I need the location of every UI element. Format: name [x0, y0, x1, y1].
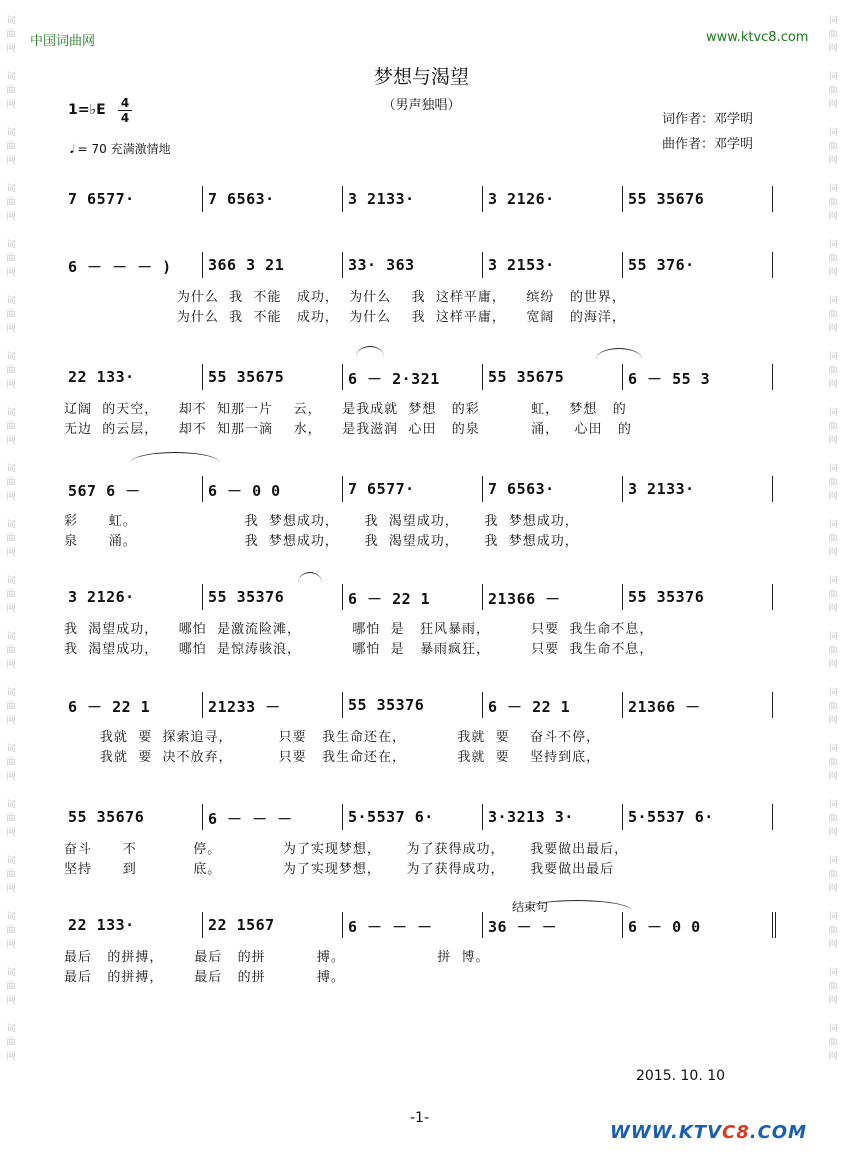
barline: [772, 584, 773, 610]
measure: 7 6563·: [488, 480, 555, 498]
time-signature-top: 4: [120, 96, 130, 110]
barline: [202, 364, 203, 390]
measure: 6 － － －: [208, 810, 293, 828]
barline: [342, 804, 343, 830]
side-watermark-text: 词 曲 网: [6, 688, 16, 726]
barline: [202, 584, 203, 610]
side-watermark-text: 词 曲 网: [828, 968, 838, 1006]
notes-line: [60, 804, 780, 832]
side-watermark-text: 词 曲 网: [828, 856, 838, 894]
slur-mark: [356, 346, 384, 357]
lyrics-line: 最后 的拼搏， 最后 的拼 搏。: [64, 970, 345, 985]
measure: 5·5537 6·: [348, 808, 434, 826]
measure: 6 － 2·321: [348, 370, 440, 388]
barline: [202, 692, 203, 718]
slur-mark: [130, 452, 220, 463]
barline: [342, 912, 343, 938]
barline: [622, 364, 623, 390]
side-watermark-text: 词 曲 网: [828, 912, 838, 950]
measure: 21366 －: [488, 590, 561, 608]
measure: 6 － 0 0: [628, 918, 701, 936]
lyrics-line: 坚持 到 底。 为了实现梦想， 为了获得成功， 我要做出最后: [64, 862, 615, 877]
lyrics-line: 辽阔 的天空， 却不 知那一片 云， 是我成就 梦想 的彩 虹， 梦想 的: [64, 402, 627, 417]
side-watermark-text: 词 曲 网: [828, 128, 838, 166]
side-watermark-text: 词 曲 网: [6, 968, 16, 1006]
slur-mark: [298, 572, 322, 583]
barline: [342, 186, 343, 212]
side-watermark-text: 词 曲 网: [6, 1024, 16, 1062]
measure: 7 6577·: [68, 190, 135, 208]
barline: [342, 692, 343, 718]
side-watermark-text: 词 曲 网: [6, 128, 16, 166]
barline: [772, 912, 776, 938]
tempo-marking: 𝅘𝅥 = 70 充满激情地: [70, 142, 171, 156]
time-signature-bottom: 4: [118, 110, 132, 125]
time-signature: [118, 96, 132, 125]
measure: 55 35376: [348, 696, 425, 714]
measure: 22 133·: [68, 368, 135, 386]
barline: [772, 252, 773, 278]
lyrics-line: 泉 涌。 我 梦想成功， 我 渴望成功， 我 梦想成功，: [64, 534, 579, 549]
side-watermark-text: 词 曲 网: [6, 72, 16, 110]
side-watermark-text: 词 曲 网: [828, 520, 838, 558]
barline: [482, 912, 483, 938]
measure: 55 35676: [628, 190, 705, 208]
lyrics-line: 我 渴望成功， 哪怕 是激流险滩， 哪怕 是 狂风暴雨， 只要 我生命不息，: [64, 622, 654, 637]
barline: [772, 476, 773, 502]
side-watermark-text: 词 曲 网: [828, 72, 838, 110]
site-name-left[interactable]: 中国词曲网: [30, 34, 96, 49]
key-signature: 1=♭E: [68, 102, 106, 118]
barline: [622, 912, 623, 938]
side-watermark-text: 词 曲 网: [828, 632, 838, 670]
side-watermark-text: 词 曲 网: [828, 1024, 838, 1062]
side-watermark-text: 词 曲 网: [6, 576, 16, 614]
measure: 6 － － － ): [68, 258, 172, 276]
side-watermark-text: 词 曲 网: [6, 296, 16, 334]
ending-label: 结束句: [512, 900, 549, 914]
measure: 55 35676: [68, 808, 145, 826]
side-watermark-text: 词 曲 网: [6, 464, 16, 502]
measure: 55 35675: [488, 368, 565, 386]
measure: 5·5537 6·: [628, 808, 714, 826]
side-watermark-text: 词 曲 网: [6, 800, 16, 838]
lyrics-line: 奋斗 不 停。 为了实现梦想， 为了获得成功， 我要做出最后，: [64, 842, 629, 857]
slur-mark: [596, 348, 642, 359]
barline: [482, 476, 483, 502]
notes-line: [60, 252, 780, 280]
lyrics-line: 我就 要 决不放弃， 只要 我生命还在， 我就 要 坚持到底，: [64, 750, 601, 765]
side-watermark-text: 词 曲 网: [828, 408, 838, 446]
barline: [342, 252, 343, 278]
side-watermark-text: 词 曲 网: [6, 912, 16, 950]
barline: [202, 252, 203, 278]
measure: 55 35376: [208, 588, 285, 606]
measure: 3 2126·: [488, 190, 555, 208]
site-url-right[interactable]: www.ktvc8.com: [706, 30, 809, 45]
barline: [482, 186, 483, 212]
lyrics-line: 我 渴望成功， 哪怕 是惊涛骇浪， 哪怕 是 暴雨疯狂， 只要 我生命不息，: [64, 642, 654, 657]
measure: 366 3 21: [208, 256, 285, 274]
measure: 36 － －: [488, 918, 558, 936]
barline: [622, 584, 623, 610]
side-watermark-text: 词 曲 网: [828, 464, 838, 502]
side-watermark-text: 词 曲 网: [828, 576, 838, 614]
side-watermark-text: 词 曲 网: [6, 240, 16, 278]
side-watermark-text: 词 曲 网: [828, 744, 838, 782]
barline: [482, 584, 483, 610]
lyricist-credit: 词作者：邓学明: [662, 112, 754, 127]
lyrics-line: 我就 要 探索追寻， 只要 我生命还在， 我就 要 奋斗不停，: [64, 730, 601, 745]
measure: 55 376·: [628, 256, 695, 274]
measure: 3 2153·: [488, 256, 555, 274]
side-watermark-text: 词 曲 网: [6, 632, 16, 670]
barline: [772, 804, 773, 830]
lyrics-line: 无边 的云层， 却不 知那一滴 水， 是我滋润 心田 的泉 涌， 心田 的: [64, 422, 632, 437]
barline: [342, 364, 343, 390]
barline: [202, 186, 203, 212]
composer-credit: 曲作者：邓学明: [662, 137, 754, 152]
lyrics-line: 为什么 我 不能 成功， 为什么 我 这样平庸， 缤纷 的世界，: [64, 290, 626, 305]
barline: [342, 584, 343, 610]
barline: [772, 186, 773, 212]
notes-line: [60, 476, 780, 504]
notes-line: [60, 912, 780, 940]
measure: 55 35675: [208, 368, 285, 386]
barline: [772, 692, 773, 718]
notes-line: [60, 364, 780, 392]
song-subtitle: （男声独唱）: [382, 98, 461, 113]
barline: [482, 804, 483, 830]
notes-line: [60, 584, 780, 612]
measure: 6 － 55 3: [628, 370, 711, 388]
lyrics-line: 彩 虹。 我 梦想成功， 我 渴望成功， 我 梦想成功，: [64, 514, 579, 529]
page-number: -1-: [410, 1110, 430, 1126]
measure: 6 － 0 0: [208, 482, 281, 500]
notes-line: [60, 186, 780, 214]
side-watermark-text: 词 曲 网: [6, 16, 16, 54]
side-watermark-text: 词 曲 网: [6, 856, 16, 894]
measure: 3 2133·: [628, 480, 695, 498]
barline: [622, 692, 623, 718]
measure: 567 6 －: [68, 482, 141, 500]
barline: [622, 804, 623, 830]
measure: 21366 －: [628, 698, 701, 716]
measure: 7 6577·: [348, 480, 415, 498]
side-watermark-text: 词 曲 网: [828, 688, 838, 726]
barline: [342, 476, 343, 502]
notes-line: [60, 692, 780, 720]
measure: 6 － 22 1: [68, 698, 151, 716]
measure: 3·3213 3·: [488, 808, 574, 826]
lyrics-line: 最后 的拼搏， 最后 的拼 搏。 拼 博。: [64, 950, 490, 965]
side-watermark-text: 词 曲 网: [828, 16, 838, 54]
measure: 6 － 22 1: [348, 590, 431, 608]
barline: [622, 476, 623, 502]
barline: [482, 692, 483, 718]
side-watermark-text: 词 曲 网: [6, 408, 16, 446]
measure: 3 2126·: [68, 588, 135, 606]
measure: 3 2133·: [348, 190, 415, 208]
barline: [622, 252, 623, 278]
side-watermark-text: 词 曲 网: [828, 240, 838, 278]
measure: 22 1567: [208, 916, 275, 934]
barline: [772, 364, 773, 390]
side-watermark-text: 词 曲 网: [828, 184, 838, 222]
measure: 6 － 22 1: [488, 698, 571, 716]
measure: 7 6563·: [208, 190, 275, 208]
date: 2015. 10. 10: [636, 1068, 726, 1084]
barline: [202, 804, 203, 830]
measure: 22 133·: [68, 916, 135, 934]
side-watermark-text: 词 曲 网: [6, 520, 16, 558]
side-watermark-text: 词 曲 网: [828, 352, 838, 390]
right-watermark-strip: [824, 0, 842, 1172]
left-watermark-strip: [2, 0, 20, 1172]
side-watermark-text: 词 曲 网: [6, 352, 16, 390]
barline: [202, 476, 203, 502]
side-watermark-text: 词 曲 网: [828, 296, 838, 334]
barline: [202, 912, 203, 938]
measure: 33· 363: [348, 256, 415, 274]
barline: [482, 252, 483, 278]
measure: 21233 －: [208, 698, 281, 716]
barline: [482, 364, 483, 390]
side-watermark-text: 词 曲 网: [6, 184, 16, 222]
measure: 6 － － －: [348, 918, 433, 936]
side-watermark-text: 词 曲 网: [828, 800, 838, 838]
side-watermark-text: 词 曲 网: [6, 744, 16, 782]
watermark-logo: WWW.KTVC8.COM: [610, 1122, 807, 1143]
song-title: 梦想与渴望: [373, 66, 469, 88]
barline: [622, 186, 623, 212]
measure: 55 35376: [628, 588, 705, 606]
lyrics-line: 为什么 我 不能 成功， 为什么 我 这样平庸， 宽阔 的海洋，: [64, 310, 626, 325]
